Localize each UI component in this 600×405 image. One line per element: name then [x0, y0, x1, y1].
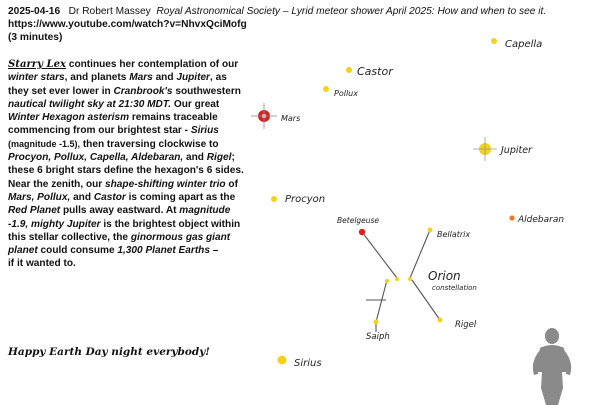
belt-star-3 — [408, 277, 412, 281]
label-castor: Castor — [357, 65, 393, 78]
text-span: 1,300 Planet Earths — [117, 245, 210, 257]
text-span: remains traceable commencing from our brightest star - — [8, 112, 218, 137]
text-span: is the brightest object within this stellar collective, the — [8, 218, 241, 243]
label-orion: Orion — [428, 269, 461, 283]
bellatrix-star — [428, 228, 433, 233]
author: Dr Robert Massey — [68, 6, 151, 17]
text-span: magnitude -1.9, mighty Jupiter — [8, 205, 231, 230]
text-span: continues her contemplation of our — [66, 59, 239, 70]
text-span: Jupiter — [176, 72, 210, 84]
text-span: , and planets — [64, 72, 130, 84]
text-span: Our great — [171, 98, 220, 110]
text-span: and — [70, 191, 94, 203]
author-name: Starry Lex — [8, 59, 67, 70]
label-procyon: Procyon — [285, 194, 326, 205]
mars-planet — [251, 103, 277, 129]
castor-star — [346, 67, 352, 73]
belt-star-1 — [385, 279, 389, 283]
text-span: winter stars — [8, 72, 65, 84]
text-span: is coming apart as the — [125, 191, 236, 203]
text-span: and — [183, 152, 207, 164]
text-span: Red Planet — [8, 205, 61, 217]
text-span: could consume — [37, 245, 118, 257]
label-jupiter: Jupiter — [501, 145, 532, 156]
text-span: Near the zenith, our — [8, 178, 106, 190]
betelgeuse-star — [359, 229, 365, 235]
label-aldebaran: Aldebaran — [518, 215, 565, 225]
text-span: Mars, Pollux, — [8, 191, 71, 203]
video-topic: – Lyrid meteor shower April 2025: How and when to see it. — [282, 6, 547, 17]
text-span: southwestern — [172, 85, 241, 97]
capella-star — [491, 38, 497, 44]
text-span: nautical twilight sky at 21:30 MDT. — [8, 98, 172, 110]
text-span: and — [152, 72, 177, 84]
label-betelgeuse: Betelgeuse — [337, 216, 380, 225]
aldebaran-star — [509, 215, 514, 220]
rigel-star — [438, 318, 443, 323]
text-span: – — [209, 245, 219, 257]
text-span: Cranbrook's — [113, 85, 173, 97]
greeting: Happy Earth Day night everybody! — [8, 346, 210, 358]
label-saiph: Saiph — [366, 332, 390, 342]
text-span: Castor — [93, 191, 126, 203]
pollux-star — [323, 86, 329, 92]
label-capella: Capella — [505, 39, 543, 50]
label-bellatrix: Bellatrix — [437, 230, 471, 239]
text-span: Winter Hexagon asterism — [8, 112, 130, 124]
text-span: , as they set ever lower in — [8, 72, 227, 97]
text-span: ginormous gas giant planet — [8, 231, 231, 257]
text-span: pulls away eastward. At — [60, 205, 180, 217]
text-span: Procyon, Pollux, Capella, Aldebaran, — [8, 152, 184, 164]
procyon-star — [271, 196, 277, 202]
video-link[interactable]: https://www.youtube.com/watch?v=NhvxQciMofg — [8, 19, 247, 30]
text-span: shape-shifting winter trio — [105, 178, 226, 190]
video-duration: (3 minutes) — [8, 32, 63, 43]
label-mars: Mars — [281, 114, 301, 123]
text-span: Sirius — [190, 125, 219, 137]
label-pollux: Pollux — [334, 89, 358, 98]
label-constellation: constellation — [432, 284, 477, 292]
jupiter-planet — [473, 137, 497, 161]
text-span: (magnitude -1.5), — [8, 138, 81, 149]
text-span: Mars — [129, 72, 153, 84]
saiph-star — [374, 320, 379, 325]
text-span: of — [225, 178, 238, 190]
publication: Royal Astronomical Society — [156, 6, 281, 17]
text-span: then traversing clockwise to — [80, 138, 219, 150]
belt-star-2 — [395, 277, 399, 281]
text-span: if it wanted to. — [8, 258, 76, 270]
label-rigel: Rigel — [455, 320, 477, 330]
post-date: 2025-04-16 — [8, 6, 61, 17]
observer-silhouette — [533, 328, 571, 405]
label-sirius: Sirius — [294, 358, 322, 369]
text-span: ; these 6 bright stars define the hexagon's 6 sides. — [8, 152, 244, 177]
sirius-star — [278, 356, 287, 365]
text-span: Rigel — [206, 152, 232, 164]
